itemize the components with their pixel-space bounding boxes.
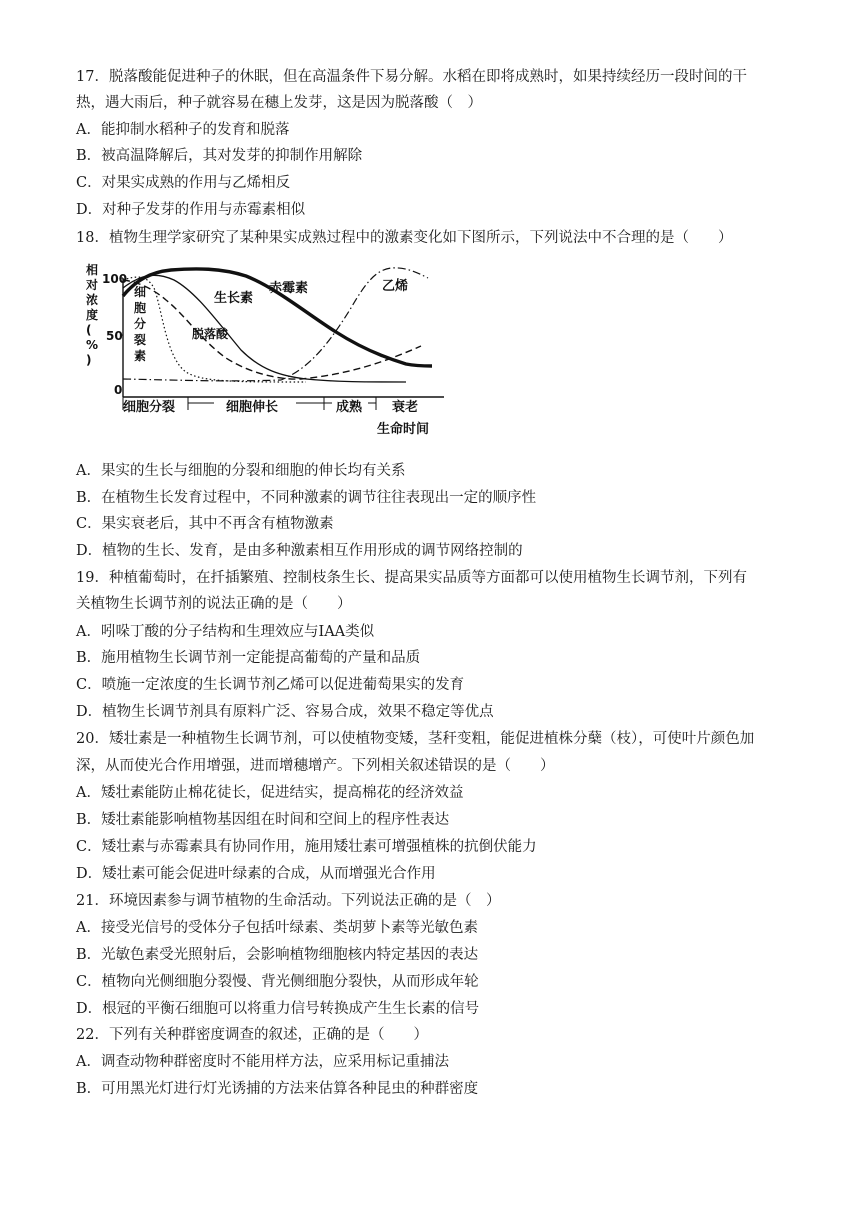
q17-option-d: D．对种子发芽的作用与赤霉素相似 [76, 202, 306, 218]
stage-cell-elongation: 细胞伸长 [226, 400, 279, 415]
q19-stem-line-2: 关植物生长调节剂的说法正确的是（ ） [76, 596, 352, 612]
q17-stem-line-2: 热，遇大雨后，种子就容易在穗上发芽，这是因为脱落酸（ ） [76, 95, 482, 111]
q20-stem-line-1: 20．矮壮素是一种植物生长调节剂，可以使植物变矮，茎秆变粗，能促进植株分蘖（枝），可使叶片颜色加 [76, 731, 755, 747]
q18-stem-line-1: 18．植物生理学家研究了某种果实成熟过程中的激素变化如下图所示，下列说法中不合理的是（ ） [76, 230, 733, 246]
q21-option-d: D．根冠的平衡石细胞可以将重力信号转换成产生生长素的信号 [76, 1001, 480, 1017]
svg-text:相对浓度(%) [85, 262, 98, 367]
gibberellin-label: 赤霉素 [269, 281, 309, 296]
q20-stem-line-2: 深，从而使光合作用增强，进而增穗增产。下列相关叙述错误的是（ ） [76, 758, 555, 774]
y-tick-100: 100 [102, 272, 128, 286]
q21-option-a: A．接受光信号的受体分子包括叶绿素、类胡萝卜素等光敏色素 [76, 920, 478, 936]
y-axis-label-char: 相 [86, 263, 99, 277]
ethylene-label: 乙烯 [382, 279, 409, 294]
q19-stem-line-1: 19．种植葡萄时，在扦插繁殖、控制枝条生长、提高果实品质等方面都可以使用植物生长调节剂，下列有 [76, 570, 747, 586]
y-axis-label [85, 262, 98, 367]
auxin-curve [123, 275, 409, 382]
q18-option-a: A．果实的生长与细胞的分裂和细胞的伸长均有关系 [76, 463, 406, 479]
auxin-label: 生长素 [214, 291, 254, 306]
q17-option-c: C．对果实成熟的作用与乙烯相反 [76, 175, 291, 191]
q21-stem-line-1: 21．环境因素参与调节植物的生命活动。下列说法正确的是（ ） [76, 893, 501, 909]
q17-stem-line-1: 17．脱落酸能促进种子的休眠，但在高温条件下易分解。水稻在即将成熟时，如果持续经历一段时间的干 [76, 69, 747, 85]
q22-option-b: B．可用黑光灯进行灯光诱捕的方法来估算各种昆虫的种群密度 [76, 1081, 479, 1097]
y-axis-label-char: 度 [86, 308, 99, 322]
stage-senescence: 衰老 [392, 400, 419, 415]
q22-stem-line-1: 22．下列有关种群密度调查的叙述，正确的是（ ） [76, 1027, 428, 1043]
y-tick-0: 0 [114, 383, 123, 397]
y-axis-label-char: 浓 [86, 293, 99, 307]
q18-option-c: C．果实衰老后，其中不再含有植物激素 [76, 516, 334, 532]
stage-ripening: 成熟 [336, 400, 363, 415]
q20-option-a: A．矮壮素能防止棉花徒长，促进结实，提高棉花的经济效益 [76, 785, 464, 801]
q19-option-b: B．施用植物生长调节剂一定能提高葡萄的产量和品质 [76, 650, 421, 666]
x-axis-label: 生命时间 [377, 422, 430, 437]
q18-option-b: B．在植物生长发育过程中，不同种激素的调节往往表现出一定的顺序性 [76, 490, 537, 506]
q19-option-a: A．吲哚丁酸的分子结构和生理效应与IAA类似 [76, 624, 375, 640]
q17-option-a: A．能抑制水稻种子的发育和脱落 [76, 122, 290, 138]
q19-option-d: D．植物生长调节剂具有原料广泛、容易合成，效果不稳定等优点 [76, 704, 494, 720]
stage-cell-division: 细胞分裂 [123, 400, 176, 415]
hormone-concentration-figure [76, 258, 446, 446]
y-tick-50: 50 [106, 329, 123, 343]
q21-option-b: B．光敏色素受光照射后，会影响植物细胞核内特定基因的表达 [76, 947, 479, 963]
q18-option-d: D．植物的生长、发育，是由多种激素相互作用形成的调节网络控制的 [76, 543, 523, 559]
q17-option-b: B．被高温降解后，其对发芽的抑制作用解除 [76, 148, 363, 164]
q21-option-c: C．植物向光侧细胞分裂慢、背光侧细胞分裂快，从而形成年轮 [76, 974, 479, 990]
q20-option-b: B．矮壮素能影响植物基因组在时间和空间上的程序性表达 [76, 812, 450, 828]
y-axis-label-char: ( [86, 323, 92, 337]
y-axis-label-char: % [86, 338, 99, 352]
y-axis-label-char: ) [86, 353, 92, 367]
y-axis-label-char: 对 [86, 278, 99, 292]
q22-option-a: A．调查动物种群密度时不能用样方法，应采用标记重捕法 [76, 1054, 449, 1070]
q20-option-c: C．矮壮素与赤霉素具有协同作用，施用矮壮素可增强植株的抗倒伏能力 [76, 839, 537, 855]
cytokinin-label: 细 胞 分 裂 素 [134, 285, 147, 363]
q20-option-d: D．矮壮素可能会促进叶绿素的合成，从而增强光合作用 [76, 866, 436, 882]
aba-label: 脱落酸 [192, 327, 229, 341]
q19-option-c: C．喷施一定浓度的生长调节剂乙烯可以促进葡萄果实的发育 [76, 677, 465, 693]
